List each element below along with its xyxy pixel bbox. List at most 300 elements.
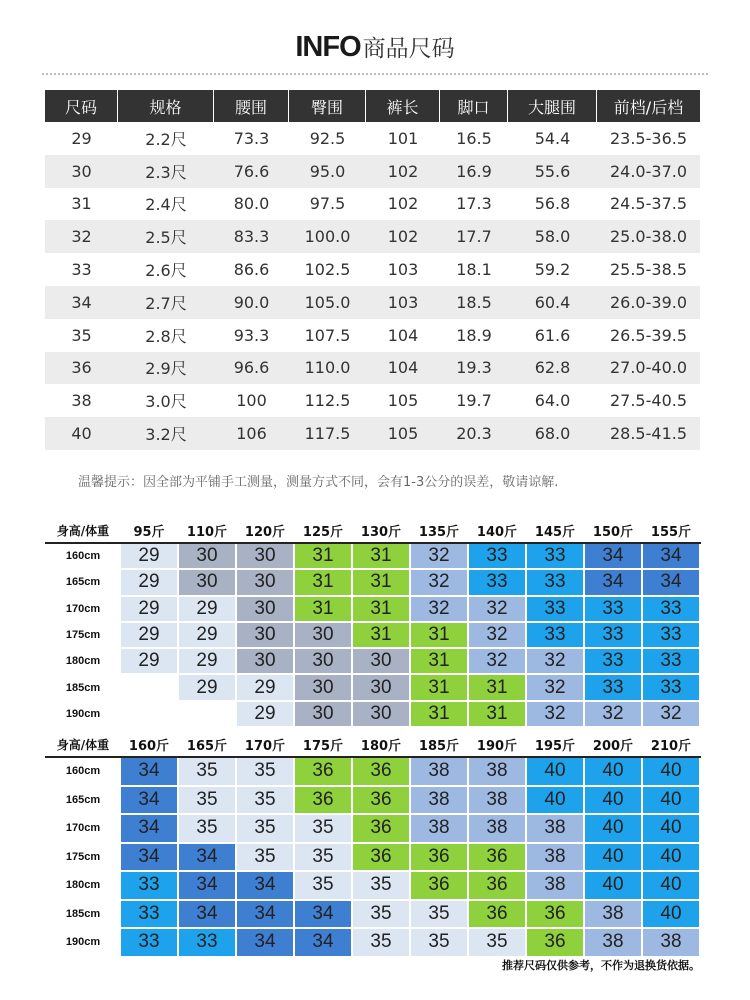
- spec-cell: 2.4尺: [145, 195, 187, 215]
- recommended-size-cell: 38: [584, 928, 642, 957]
- spec-cell: 90.0: [214, 286, 289, 319]
- recommended-size-cell: 29: [120, 648, 178, 674]
- recommended-size-cell: 33: [526, 569, 584, 595]
- recommended-size-cell: 35: [294, 871, 352, 900]
- measurement-note: 温馨提示：因全部为平铺手工测量，测量方式不同，会有1-3公分的误差，敬请谅解.: [78, 475, 559, 490]
- spec-cell: 104: [387, 325, 419, 345]
- weight-header: 95斤: [120, 517, 178, 543]
- spec-cell: 105.0: [289, 286, 366, 319]
- spec-cell: 18.5: [440, 286, 508, 319]
- spec-cell: 60.4: [508, 286, 597, 319]
- recommended-size-cell: 35: [178, 757, 236, 786]
- recommended-size-cell: 33: [526, 622, 584, 648]
- spec-cell: 26.5-39.5: [609, 325, 688, 345]
- recommended-size-cell: 40: [584, 871, 642, 900]
- recommended-size-cell: 30: [294, 622, 352, 648]
- spec-cell: 96.6: [214, 352, 289, 385]
- recommended-size-cell: 31: [294, 596, 352, 622]
- footer-disclaimer: 推荐尺码仅供参考，不作为退换货依据。: [502, 959, 700, 972]
- recommended-size-cell: 40: [584, 786, 642, 815]
- spec-cell: 105: [366, 417, 440, 450]
- weight-header: 110斤: [178, 517, 236, 543]
- recommended-size-cell: 30: [178, 543, 236, 569]
- recommended-size-cell: 29: [120, 596, 178, 622]
- spec-cell: 93.3: [233, 325, 270, 345]
- spec-cell: 62.8: [508, 352, 597, 385]
- recommended-size-cell: 38: [468, 757, 526, 786]
- weight-header: 155斤: [642, 517, 700, 543]
- spec-cell: 2.6尺: [145, 261, 187, 281]
- recommended-size-cell: 40: [584, 843, 642, 872]
- recommended-size-cell: 34: [642, 543, 700, 569]
- grid-row: [46, 928, 700, 957]
- height-label: 165cm: [46, 786, 120, 815]
- spec-row: [45, 188, 700, 221]
- spec-cell: 32: [45, 220, 118, 253]
- weight-header: 120斤: [236, 517, 294, 543]
- grid-row: [46, 757, 700, 786]
- recommended-size-cell: 36: [468, 871, 526, 900]
- spec-cell: 25.5-38.5: [609, 260, 688, 280]
- spec-cell: 117.5: [289, 417, 366, 450]
- grid-row: [46, 786, 700, 815]
- recommended-size-cell: 40: [642, 843, 700, 872]
- weight-header: 175斤: [294, 731, 352, 757]
- recommended-size-cell: 36: [468, 900, 526, 929]
- grid-row: [46, 596, 700, 622]
- recommended-size-cell: 36: [410, 843, 468, 872]
- spec-cell: 23.5-36.5: [609, 128, 688, 148]
- recommended-size-cell: 31: [410, 648, 468, 674]
- grid-row: [46, 900, 700, 929]
- recommended-size-cell: 34: [120, 757, 178, 786]
- height-label: 175cm: [46, 622, 120, 648]
- spec-cell: 86.6: [233, 260, 270, 280]
- recommended-size-cell: 31: [352, 596, 410, 622]
- spec-header-cell: 裤长: [366, 90, 440, 122]
- weight-header: 185斤: [410, 731, 468, 757]
- size-grid-heavy: [45, 730, 701, 958]
- recommended-size-cell: 36: [294, 757, 352, 786]
- spec-row: [45, 155, 700, 188]
- recommended-size-cell: 34: [584, 543, 642, 569]
- recommended-size-cell: 33: [584, 622, 642, 648]
- spec-header-cell: 大腿围: [508, 90, 597, 122]
- recommended-size-cell: 36: [410, 871, 468, 900]
- spec-cell: 24.0-37.0: [597, 155, 700, 188]
- spec-cell: 100.0: [289, 220, 366, 253]
- recommended-size-cell: 33: [526, 596, 584, 622]
- recommended-size-cell: 34: [294, 900, 352, 929]
- recommended-size-cell: 33: [178, 928, 236, 957]
- size-grid-light: [45, 516, 701, 728]
- spec-cell: 40: [45, 417, 118, 450]
- spec-row: [45, 220, 700, 253]
- spec-header-cell: 尺码: [45, 90, 118, 122]
- recommended-size-cell: 40: [642, 871, 700, 900]
- recommended-size-cell: 38: [410, 814, 468, 843]
- weight-header: 200斤: [584, 731, 642, 757]
- recommended-size-cell: 38: [584, 900, 642, 929]
- spec-cell: 35: [71, 325, 92, 345]
- recommended-size-cell: 31: [294, 543, 352, 569]
- title-en: INFO: [295, 31, 361, 63]
- recommended-size-cell: 34: [584, 569, 642, 595]
- recommended-size-cell: 35: [410, 900, 468, 929]
- spec-cell: 18.9: [456, 325, 492, 345]
- spec-cell: 56.8: [534, 194, 571, 214]
- grid-header-row: [46, 731, 700, 757]
- spec-cell: 102: [366, 220, 440, 253]
- spec-header-row: [45, 90, 700, 122]
- recommended-size-cell: 33: [642, 596, 700, 622]
- recommended-size-cell: 36: [526, 900, 584, 929]
- recommended-size-cell: 34: [236, 871, 294, 900]
- recommended-size-cell: 35: [236, 814, 294, 843]
- spec-row: [45, 352, 700, 385]
- spec-cell: 73.3: [233, 128, 270, 148]
- recommended-size-cell: 31: [352, 543, 410, 569]
- recommended-size-cell: 29: [236, 701, 294, 727]
- recommended-size-cell: 40: [642, 786, 700, 815]
- spec-header-cell: 脚口: [440, 90, 508, 122]
- recommended-size-cell: 30: [236, 622, 294, 648]
- spec-cell: 25.0-38.0: [597, 220, 700, 253]
- recommended-size-cell: 30: [294, 701, 352, 727]
- spec-cell: 97.5: [309, 194, 346, 214]
- recommended-size-cell: 35: [236, 786, 294, 815]
- spec-row: [45, 286, 700, 319]
- recommended-size-cell: 36: [352, 814, 410, 843]
- grid-row: [46, 843, 700, 872]
- spec-cell: 107.5: [304, 325, 351, 345]
- spec-cell: 102.5: [304, 260, 351, 280]
- spec-cell: 55.6: [508, 155, 597, 188]
- recommended-size-cell: 35: [352, 900, 410, 929]
- spec-cell: 102: [366, 155, 440, 188]
- weight-header: 195斤: [526, 731, 584, 757]
- spec-cell: 105: [387, 391, 419, 411]
- recommended-size-cell: 31: [294, 569, 352, 595]
- recommended-size-cell: 30: [236, 596, 294, 622]
- recommended-size-cell: 31: [468, 701, 526, 727]
- spec-cell: 61.6: [534, 325, 571, 345]
- recommended-size-cell: 33: [584, 596, 642, 622]
- recommended-size-cell: 33: [642, 622, 700, 648]
- spec-cell: 27.0-40.0: [597, 352, 700, 385]
- spec-cell: 64.0: [534, 391, 571, 411]
- weight-header: 170斤: [236, 731, 294, 757]
- recommended-size-cell: 38: [642, 928, 700, 957]
- recommended-size-cell: 30: [236, 569, 294, 595]
- height-label: 185cm: [46, 900, 120, 929]
- recommended-size-cell: 40: [642, 814, 700, 843]
- spec-cell: 80.0: [233, 194, 270, 214]
- recommended-size-cell: 33: [642, 674, 700, 700]
- recommended-size-cell: 36: [468, 843, 526, 872]
- recommended-size-cell: 35: [178, 786, 236, 815]
- recommended-size-cell: 35: [178, 814, 236, 843]
- recommended-size-cell: 30: [352, 674, 410, 700]
- weight-header: 125斤: [294, 517, 352, 543]
- recommended-size-cell: 40: [526, 757, 584, 786]
- spec-cell: 76.6: [214, 155, 289, 188]
- spec-cell: 27.5-40.5: [609, 391, 688, 411]
- recommended-size-cell: 30: [294, 648, 352, 674]
- height-label: 170cm: [46, 596, 120, 622]
- spec-cell: 38: [71, 391, 92, 411]
- recommended-size-cell: 32: [526, 648, 584, 674]
- weight-header: 210斤: [642, 731, 700, 757]
- recommended-size-cell: 32: [468, 622, 526, 648]
- grid-row: [46, 871, 700, 900]
- weight-header: 130斤: [352, 517, 410, 543]
- spec-cell: 2.8尺: [145, 326, 187, 346]
- grid-row: [46, 648, 700, 674]
- spec-header-cell: 臀围: [289, 90, 366, 122]
- recommended-size-cell: 40: [642, 757, 700, 786]
- grid-corner-label: 身高/体重: [46, 731, 120, 757]
- height-label: 180cm: [46, 648, 120, 674]
- recommended-size-cell: 33: [642, 648, 700, 674]
- spec-cell: 101: [387, 128, 419, 148]
- spec-cell: 2.3尺: [118, 155, 214, 188]
- recommended-size-cell: 33: [468, 569, 526, 595]
- recommended-size-cell: 35: [468, 928, 526, 957]
- recommended-size-cell: 30: [352, 701, 410, 727]
- recommended-size-cell: 32: [468, 648, 526, 674]
- recommended-size-cell: 36: [352, 843, 410, 872]
- recommended-size-cell: 31: [468, 674, 526, 700]
- recommended-size-cell: 32: [410, 596, 468, 622]
- recommended-size-cell: 35: [410, 928, 468, 957]
- recommended-size-cell: 29: [178, 596, 236, 622]
- grid-row: [46, 569, 700, 595]
- height-label: 170cm: [46, 814, 120, 843]
- spec-cell: 68.0: [508, 417, 597, 450]
- spec-cell: 112.5: [304, 391, 351, 411]
- recommended-size-cell: 29: [178, 648, 236, 674]
- recommended-size-cell: 36: [352, 757, 410, 786]
- recommended-size-cell: 31: [352, 569, 410, 595]
- recommended-size-cell: 29: [120, 569, 178, 595]
- height-label: 190cm: [46, 701, 120, 727]
- recommended-size-cell: 29: [178, 674, 236, 700]
- recommended-size-cell: 33: [120, 928, 178, 957]
- spec-cell: 3.0尺: [145, 392, 187, 412]
- recommended-size-cell: 33: [120, 900, 178, 929]
- spec-cell: 19.7: [456, 391, 492, 411]
- recommended-size-cell: 29: [178, 622, 236, 648]
- recommended-size-cell: 32: [410, 543, 468, 569]
- spec-cell: 2.2尺: [145, 129, 187, 149]
- spec-cell: 3.2尺: [118, 417, 214, 450]
- recommended-size-cell: 32: [584, 701, 642, 727]
- recommended-size-cell: 33: [584, 674, 642, 700]
- spec-row: [45, 417, 700, 450]
- recommended-size-cell: [120, 701, 178, 727]
- recommended-size-cell: 34: [236, 928, 294, 957]
- grid-row: [46, 622, 700, 648]
- grid-corner-label: 身高/体重: [46, 517, 120, 543]
- recommended-size-cell: 33: [120, 871, 178, 900]
- recommended-size-cell: 34: [178, 900, 236, 929]
- recommended-size-cell: 34: [120, 843, 178, 872]
- recommended-size-cell: 35: [294, 843, 352, 872]
- height-label: 190cm: [46, 928, 120, 957]
- recommended-size-cell: 36: [352, 786, 410, 815]
- height-label: 175cm: [46, 843, 120, 872]
- spec-cell: 16.5: [456, 128, 492, 148]
- spec-row: [45, 253, 700, 286]
- recommended-size-cell: 30: [236, 543, 294, 569]
- height-label: 185cm: [46, 674, 120, 700]
- spec-cell: 83.3: [214, 220, 289, 253]
- recommended-size-cell: 34: [178, 871, 236, 900]
- weight-header: 160斤: [120, 731, 178, 757]
- spec-cell: 17.7: [440, 220, 508, 253]
- recommended-size-cell: 34: [120, 786, 178, 815]
- spec-cell: 54.4: [534, 128, 571, 148]
- recommended-size-cell: 35: [352, 871, 410, 900]
- spec-cell: 95.0: [289, 155, 366, 188]
- recommended-size-cell: 40: [526, 786, 584, 815]
- spec-cell: 18.1: [456, 260, 492, 280]
- spec-cell: 19.3: [440, 352, 508, 385]
- recommended-size-cell: 30: [236, 648, 294, 674]
- spec-cell: 26.0-39.0: [597, 286, 700, 319]
- spec-cell: 17.3: [456, 194, 492, 214]
- recommended-size-cell: 33: [468, 543, 526, 569]
- height-label: 165cm: [46, 569, 120, 595]
- recommended-size-cell: 32: [526, 674, 584, 700]
- recommended-size-cell: 38: [526, 814, 584, 843]
- recommended-size-cell: 30: [352, 648, 410, 674]
- recommended-size-cell: 34: [294, 928, 352, 957]
- recommended-size-cell: 29: [120, 622, 178, 648]
- spec-cell: 58.0: [508, 220, 597, 253]
- recommended-size-cell: 38: [526, 843, 584, 872]
- spec-cell: 59.2: [534, 260, 571, 280]
- grid-header-row: [46, 517, 700, 543]
- recommended-size-cell: [120, 674, 178, 700]
- spec-cell: 106: [214, 417, 289, 450]
- recommended-size-cell: 31: [410, 701, 468, 727]
- recommended-size-cell: 32: [468, 596, 526, 622]
- grid-row: [46, 701, 700, 727]
- page-title: [0, 30, 750, 64]
- recommended-size-cell: 35: [236, 757, 294, 786]
- spec-cell: 33: [71, 260, 92, 280]
- spec-cell: 110.0: [289, 352, 366, 385]
- spec-cell: 102: [387, 194, 419, 214]
- title-cn: 商品尺码: [362, 36, 455, 62]
- spec-cell: 103: [366, 286, 440, 319]
- spec-cell: 100: [236, 391, 267, 411]
- recommended-size-cell: 33: [526, 543, 584, 569]
- recommended-size-cell: 31: [410, 622, 468, 648]
- spec-row: [45, 384, 700, 417]
- recommended-size-cell: 34: [178, 843, 236, 872]
- spec-table: [45, 90, 700, 450]
- height-label: 180cm: [46, 871, 120, 900]
- height-label: 160cm: [46, 543, 120, 569]
- spec-cell: 2.9尺: [118, 352, 214, 385]
- recommended-size-cell: 30: [178, 569, 236, 595]
- spec-header-cell: 前档/后档: [597, 90, 700, 122]
- spec-cell: 103: [387, 260, 419, 280]
- weight-header: 145斤: [526, 517, 584, 543]
- recommended-size-cell: 29: [120, 543, 178, 569]
- recommended-size-cell: 34: [236, 900, 294, 929]
- recommended-size-cell: 32: [410, 569, 468, 595]
- weight-header: 180斤: [352, 731, 410, 757]
- recommended-size-cell: 40: [584, 814, 642, 843]
- spec-row: [45, 319, 700, 352]
- spec-header-cell: 腰围: [214, 90, 289, 122]
- recommended-size-cell: 38: [468, 786, 526, 815]
- recommended-size-cell: 38: [468, 814, 526, 843]
- spec-cell: 29: [71, 128, 92, 148]
- spec-cell: 28.5-41.5: [597, 417, 700, 450]
- weight-header: 190斤: [468, 731, 526, 757]
- recommended-size-cell: 35: [236, 843, 294, 872]
- spec-cell: 2.7尺: [118, 286, 214, 319]
- recommended-size-cell: 36: [294, 786, 352, 815]
- spec-cell: 31: [71, 194, 92, 214]
- weight-header: 135斤: [410, 517, 468, 543]
- recommended-size-cell: 35: [294, 814, 352, 843]
- spec-cell: 16.9: [440, 155, 508, 188]
- recommended-size-cell: 33: [584, 648, 642, 674]
- grid-row: [46, 543, 700, 569]
- spec-cell: 104: [366, 352, 440, 385]
- spec-cell: 34: [45, 286, 118, 319]
- weight-header: 150斤: [584, 517, 642, 543]
- recommended-size-cell: 40: [642, 900, 700, 929]
- recommended-size-cell: 30: [294, 674, 352, 700]
- spec-cell: 92.5: [309, 128, 346, 148]
- dotted-divider: [42, 73, 708, 75]
- recommended-size-cell: 34: [120, 814, 178, 843]
- recommended-size-cell: 34: [642, 569, 700, 595]
- recommended-size-cell: 32: [526, 701, 584, 727]
- recommended-size-cell: 31: [410, 674, 468, 700]
- recommended-size-cell: 38: [410, 757, 468, 786]
- recommended-size-cell: 36: [526, 928, 584, 957]
- recommended-size-cell: 38: [526, 871, 584, 900]
- height-label: 160cm: [46, 757, 120, 786]
- weight-header: 140斤: [468, 517, 526, 543]
- spec-row: [45, 122, 700, 155]
- grid-row: [46, 814, 700, 843]
- recommended-size-cell: 38: [410, 786, 468, 815]
- spec-cell: 20.3: [440, 417, 508, 450]
- recommended-size-cell: 35: [352, 928, 410, 957]
- spec-cell: 2.5尺: [118, 220, 214, 253]
- spec-cell: 30: [45, 155, 118, 188]
- spec-cell: 24.5-37.5: [609, 194, 688, 214]
- recommended-size-cell: 31: [352, 622, 410, 648]
- grid-row: [46, 674, 700, 700]
- recommended-size-cell: 29: [236, 674, 294, 700]
- weight-header: 165斤: [178, 731, 236, 757]
- spec-header-cell: 规格: [118, 90, 214, 122]
- spec-cell: 36: [45, 352, 118, 385]
- recommended-size-cell: 32: [642, 701, 700, 727]
- recommended-size-cell: [178, 701, 236, 727]
- recommended-size-cell: 40: [584, 757, 642, 786]
